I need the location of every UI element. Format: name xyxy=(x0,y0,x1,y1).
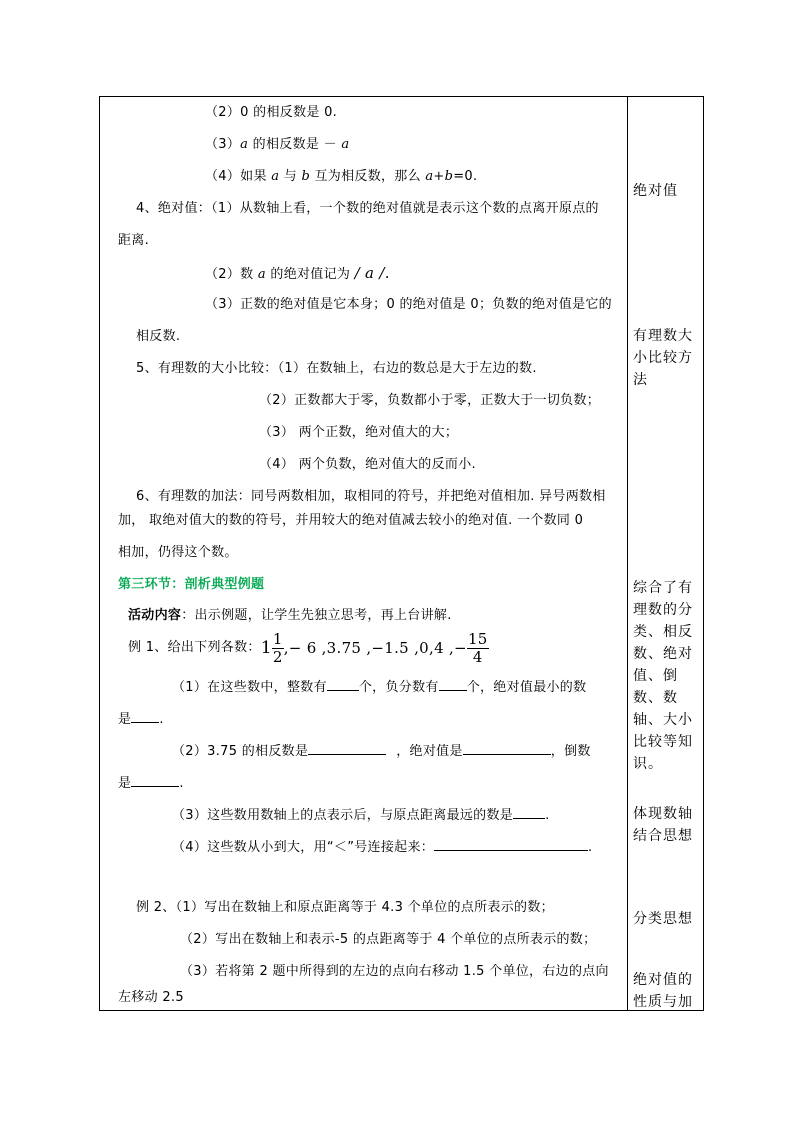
q-text: （3）这些数用数轴上的点表示后，与原点距离最远的数是 xyxy=(172,808,514,823)
line-text: （4）如果 xyxy=(205,169,272,184)
line-abs-property: （3）正数的绝对值是它本身；0 的绝对值是 0；负数的绝对值是它的 xyxy=(205,297,612,312)
question-1-cont xyxy=(118,710,164,728)
line-compare-3: （3） 两个正数，绝对值大的大； xyxy=(259,425,459,440)
line-absolute-value-def: 4、绝对值：（1）从数轴上看，一个数的绝对值就是表示这个数的点离开原点的 xyxy=(136,201,599,216)
line-text: 的相反数是 － xyxy=(248,137,342,152)
line-text: 与 xyxy=(279,169,302,184)
q-text: （4）这些数从小到大，用“＜”号连接起来： xyxy=(172,840,435,855)
line-text: （2）数 xyxy=(205,267,258,282)
frac-numerator: 15 xyxy=(467,629,488,648)
side-note-classification: 分类思想 xyxy=(633,911,693,927)
q-text: . xyxy=(179,776,184,791)
line-opposite-number: 相反数. xyxy=(136,329,181,344)
fraction-half xyxy=(272,631,284,666)
q-text: （1）在这些数中，整数有 xyxy=(172,680,327,695)
side-note-abs-property: 绝对值的性质与加 xyxy=(633,972,693,1009)
line-addition-3: 相加，仍得这个数。 xyxy=(118,545,238,560)
line-addition-2: 加， 取绝对值大的数的符号，并用较大的绝对值减去较小的绝对值. 一个数同 0 xyxy=(118,513,584,528)
line-compare-4: （4） 两个负数，绝对值大的反而小. xyxy=(259,457,476,472)
line-addition-1: 6、有理数的加法：同号两数相加，取相同的符号，并把绝对值相加. 异号两数相 xyxy=(136,489,606,504)
example-2-line-1: 例 2、（1）写出在数轴上和原点距离等于 4.3 个单位的点所表示的数； xyxy=(136,900,554,915)
question-2-cont xyxy=(118,774,184,792)
abs-a: / a /. xyxy=(354,264,390,282)
example-1-line xyxy=(128,630,489,666)
q-text: . xyxy=(545,808,550,823)
line-text: 互为相反数，那么 xyxy=(310,169,426,184)
var-a: a xyxy=(341,137,350,152)
var-a: a xyxy=(257,267,266,282)
example-2-line-3: （3）若将第 2 题中所得到的左边的点向右移动 1.5 个单位，右边的点向 xyxy=(180,964,609,979)
line-opposite-sum xyxy=(205,169,477,185)
line-opposite-a xyxy=(205,137,349,153)
question-2-line xyxy=(172,742,591,760)
question-4-line xyxy=(172,838,592,856)
q-text: ，倒数 xyxy=(550,744,591,759)
activity-text: ：出示例题，让学生先独立思考，再上台讲解. xyxy=(181,608,452,623)
expr-a-plus-b: a+b xyxy=(425,169,454,184)
answer-blank[interactable] xyxy=(308,742,386,755)
side-note-comparison: 有理数大小比较方法 xyxy=(633,328,693,388)
q-text: 个，负分数有 xyxy=(358,680,439,695)
number-list: ,− 6 ,3.75 ,−1.5 ,0,4 ,− xyxy=(283,639,467,657)
activity-label: 活动内容 xyxy=(128,608,182,623)
var-a: a xyxy=(271,169,280,184)
side-note-number-line: 体现数轴结合思想 xyxy=(633,806,693,844)
answer-blank[interactable] xyxy=(513,806,545,819)
frac-denominator: 4 xyxy=(472,647,483,666)
frac-numerator: 1 xyxy=(272,629,283,648)
q-text: 是 xyxy=(118,776,132,791)
frac-denominator: 2 xyxy=(272,647,283,666)
q-text: 是 xyxy=(118,712,132,727)
fraction-fifteen-quarters xyxy=(467,631,489,666)
answer-blank[interactable] xyxy=(463,742,551,755)
q-text: （2）3.75 的相反数是 xyxy=(172,744,309,759)
column-divider xyxy=(627,96,628,1011)
var-b: b xyxy=(301,169,311,184)
line-text: （3） xyxy=(205,137,241,152)
example-1-label: 例 1、给出下列各数： xyxy=(128,640,261,655)
line-compare-title: 5、有理数的大小比较：（1）在数轴上，右边的数总是大于左边的数. xyxy=(136,361,537,376)
side-note-synthesis: 综合了有理数的分类、相反数、绝对值、倒数、数轴、大小比较等知识。 xyxy=(633,580,693,772)
line-compare-2: （2）正数都大于零，负数都小于零，正数大于一切负数； xyxy=(259,393,601,408)
line-text: =0. xyxy=(453,169,478,184)
answer-blank[interactable] xyxy=(131,710,159,723)
q-text: . xyxy=(159,712,164,727)
q-text: ，绝对值是 xyxy=(396,744,463,759)
line-abs-notation xyxy=(205,265,390,283)
answer-blank[interactable] xyxy=(327,678,359,691)
mixed-whole: 1 xyxy=(260,638,272,658)
q-text: 个，绝对值最小的数 xyxy=(466,680,587,695)
line-distance: 距离. xyxy=(118,233,150,248)
example-2-line-4: 左移动 2.5 xyxy=(118,990,184,1005)
example-2-line-2: （2）写出在数轴上和表示-5 的点距离等于 4 个单位的点所表示的数； xyxy=(180,932,597,947)
answer-blank[interactable] xyxy=(131,774,179,787)
answer-blank[interactable] xyxy=(434,838,588,851)
line-opposite-zero: （2）0 的相反数是 0. xyxy=(205,105,338,120)
activity-line xyxy=(128,608,452,624)
answer-blank[interactable] xyxy=(439,678,467,691)
line-text: 的绝对值记为 xyxy=(265,267,355,282)
section-title: 第三环节：剖析典型例题 xyxy=(118,577,265,592)
question-3-line xyxy=(172,806,550,824)
q-text: . xyxy=(588,840,593,855)
side-note-absolute-value: 绝对值 xyxy=(633,183,678,199)
question-1-line xyxy=(172,678,586,696)
var-a: a xyxy=(240,137,249,152)
